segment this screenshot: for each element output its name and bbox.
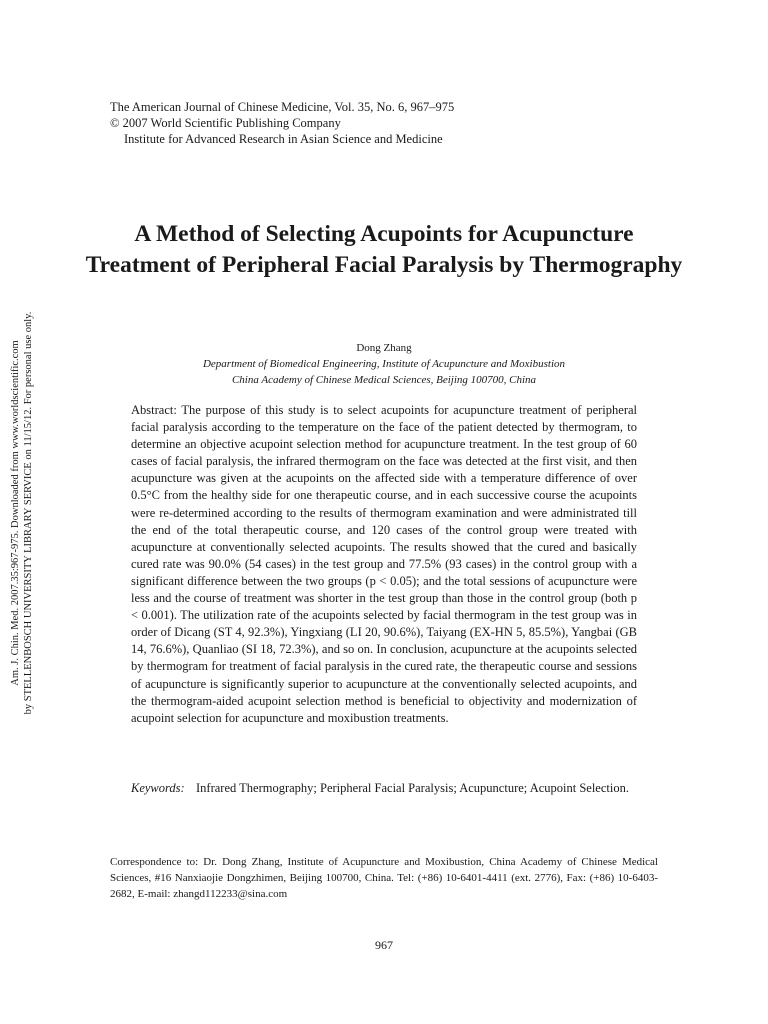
affiliation-line-1: Department of Biomedical Engineering, Institute of Acupuncture and Moxibustion (202, 358, 566, 370)
institute-line: Institute for Advanced Research in Asian Science and Medicine (124, 132, 443, 146)
author-affiliation (84, 356, 684, 388)
article-title: A Method of Selecting Acupoints for Acupuncture Treatment of Peripheral Facial Paralysis by Thermography (85, 221, 683, 278)
download-watermark (2, 293, 42, 733)
keywords-label: Keywords: (131, 781, 185, 795)
copyright-line: © 2007 World Scientific Publishing Company (110, 116, 341, 130)
abstract-text: Abstract: The purpose of this study is to select acupoints for acupuncture treatment of peripheral facial paralysis according to the temperature on the face of the patient detected by thermogram, to determine an objective acupoint selection method for acupuncture treatment. In the test group of 60 cases of facial paralysis, the infrared thermogram on the face was detected at the first visit, and then acupuncture was given at the acupoints on the affected side with a temperature difference of over 0.5°C from the healthy side for one therapeutic course, and in each successive course the acupoints were re-determined according to the results of thermogram examination and were administrated till the end of the total therapeutic course, and 120 cases of the control group were treated with acupuncture at conventionally selected acupoints. The results showed that the cured and basically cured rate was 90.0% (54 cases) in the test group and 77.5% (93 cases) in the control group with a significant difference between the two groups (p < 0.05); and the total sessions of acupuncture were less and the course of treatment was shorter in the test group than those in the control group (both p < 0.001). The utilization rate of the acupoints selected by facial thermogram in the test group was in order of Dicang (ST 4, 92.3%), Yingxiang (LI 20, 90.6%), Taiyang (EX-HN 5, 85.5%), Yangbai (GB 14, 76.6%), Quanliao (SI 18, 72.3%), and so on. In conclusion, acupuncture at the acupoints selected by thermogram for treatment of facial paralysis in the cured rate, the therapeutic course and sessions of acupuncture is significantly superior to acupuncture at the conventionally selected acupoints, and the thermogram-aided acupoint selection method is beneficial to objectivity and modernization of acupoint selection for acupuncture and moxibustion treatments. (131, 403, 637, 725)
affiliation-line-2: China Academy of Chinese Medical Sciences, Beijing 100700, China (231, 374, 537, 386)
page-number: 967 (375, 938, 393, 952)
author-name: Dong Zhang (356, 342, 412, 354)
journal-header (110, 99, 454, 147)
correspondence-note: Correspondence to: Dr. Dong Zhang, Institute of Acupuncture and Moxibustion, China Academy of Chinese Medical Sciences, #16 Nanxiaojie Dongzhimen, Beijing 100700, China. Tel: (+86) 10-6401-4411 (ext. 2776), Fax: (+86) 10-6403-2682, E-mail: zhangd112233@sina.com (110, 856, 658, 900)
journal-citation: The American Journal of Chinese Medicine, Vol. 35, No. 6, 967–975 (110, 100, 455, 114)
keywords-text: Infrared Thermography; Peripheral Facial Paralysis; Acupuncture; Acupoint Selection. (196, 781, 629, 795)
watermark-line-2: by STELLENBOSCH UNIVERSITY LIBRARY SERVICE on 11/15/12. For personal use only. (23, 311, 34, 715)
watermark-line-1: Am. J. Chin. Med. 2007.35:967-975. Downloaded from www.worldscientific.com (10, 340, 21, 686)
keywords-block (131, 780, 637, 797)
